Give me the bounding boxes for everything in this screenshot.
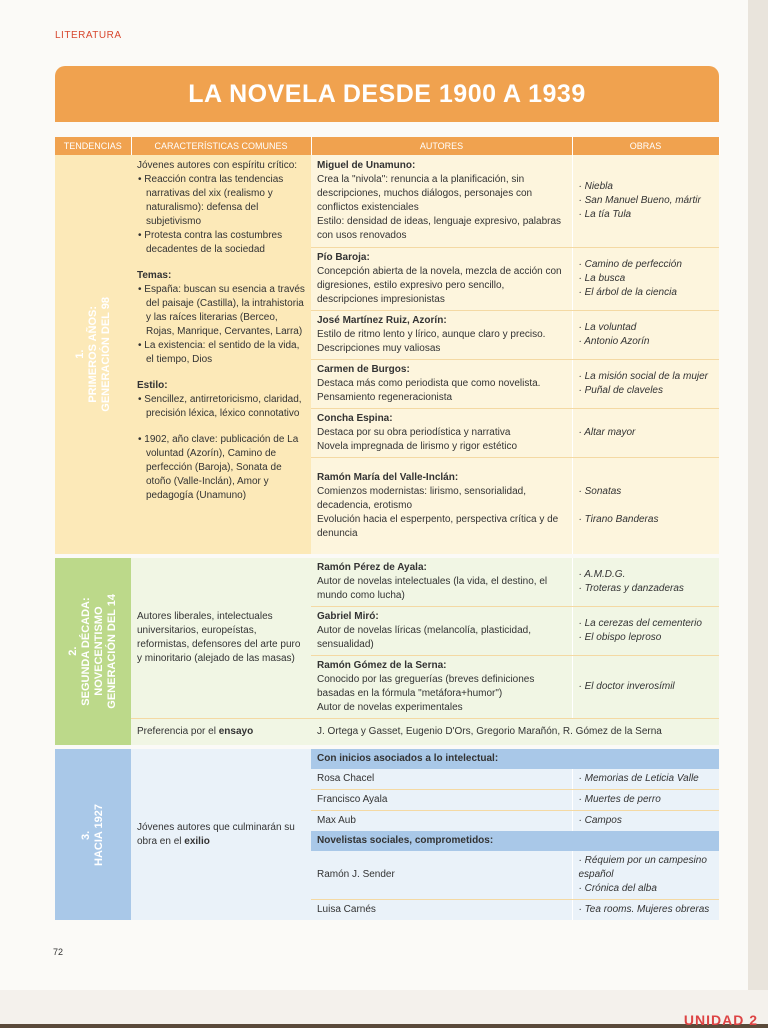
table-row xyxy=(55,719,719,748)
author-chacel: Rosa Chacel xyxy=(311,769,572,790)
novel-table xyxy=(55,137,720,920)
works-sender: · Réquiem por un campesino español · Crónica del alba xyxy=(572,851,719,900)
ensayo-preference: Preferencia por el ensayo xyxy=(131,719,311,748)
bottom-unit-label: UNIDAD 2 xyxy=(683,1012,758,1028)
header-tendencias: TENDENCIAS xyxy=(55,137,131,155)
header-obras: OBRAS xyxy=(572,137,719,155)
title-bar xyxy=(55,66,719,122)
works-ayala: · Muertes de perro xyxy=(572,790,719,811)
table-header xyxy=(55,137,719,155)
author-baroja: Pío Baroja: Concepción abierta de la novela, mezcla de acción con digresiones, estilo expresivo pero sencillo, descripciones impresionistas xyxy=(311,248,572,311)
works-baroja: · Camino de perfección · La busca · El árbol de la ciencia xyxy=(572,248,719,311)
tendency-3: 3. HACIA 1927 xyxy=(55,747,131,920)
author-espina: Concha Espina: Destaca por su obra periodística y narrativa Novela impregnada de lirismo y rigor estético xyxy=(311,409,572,458)
tendency-1: 1. PRIMEROS AÑOS: GENERACIÓN DEL 98 xyxy=(55,155,131,556)
author-valle-inclan: Ramón María del Valle-Inclán: Comienzos modernistas: lirismo, sensorialidad, decadencia, erotismo Evolución hacia el esperpento, perspectiva crítica y de denuncia xyxy=(311,458,572,557)
author-azorin: José Martínez Ruiz, Azorín: Estilo de ritmo lento y lírico, aunque claro y preciso. Descripciones muy valiosas xyxy=(311,311,572,360)
author-burgos: Carmen de Burgos: Destaca más como periodista que como novelista. Pensamiento regeneracionista xyxy=(311,360,572,409)
next-page-edge xyxy=(0,990,768,1024)
works-chacel: · Memorias de Leticia Valle xyxy=(572,769,719,790)
page-number: 72 xyxy=(53,947,64,957)
works-carnes: · Tea rooms. Mujeres obreras xyxy=(572,900,719,921)
section-label: LITERATURA xyxy=(55,30,122,41)
works-burgos: · La misión social de la mujer · Puñal de claveles xyxy=(572,360,719,409)
author-perez-ayala: Ramón Pérez de Ayala: Autor de novelas intelectuales (la vida, el destino, el mundo como lucha) xyxy=(311,556,572,607)
table-row xyxy=(55,556,719,607)
works-gomez-serna: · El doctor inverosímil xyxy=(572,656,719,719)
author-miro: Gabriel Miró: Autor de novelas líricas (melancolía, plasticidad, sensualidad) xyxy=(311,607,572,656)
tendency-2: 2. SEGUNDA DÉCADA: NOVECENTISMO GENERACIÓN DEL 14 xyxy=(55,556,131,747)
characteristics-1: Jóvenes autores con espíritu crítico: • Reacción contra las tendencias narrativas del xix (realismo y naturalismo): defensa del subjetivismo • Protesta contra las costumbres decadentes de la sociedad Temas: • España: buscan su esencia a través del paisaje (Castilla), la intrahistoria y las raíces literarias (Berceo, Rojas, Manrique, Cervantes, Larra) • La existencia: el sentido de la vida, el tiempo, Dios Estilo: • Sencillez, antirretoricismo, claridad, precisión léxica, léxico connotativo • 1902, año clave: publicación de La voluntad (Azorín), Camino de perfección (Baroja), Sonata de otoño (Valle-Inclán), Amor y pedagogía (Unamuno) xyxy=(131,155,311,556)
works-perez-ayala: · A.M.D.G. · Troteras y danzaderas xyxy=(572,556,719,607)
author-carnes: Luisa Carnés xyxy=(311,900,572,921)
ensayo-authors: J. Ortega y Gasset, Eugenio D'Ors, Gregorio Marañón, R. Gómez de la Serna xyxy=(311,719,719,748)
author-sender: Ramón J. Sender xyxy=(311,851,572,900)
author-gomez-serna: Ramón Gómez de la Serna: Conocido por las greguerías (breves definiciones basadas en la fórmula "metáfora+humor") Autor de novelas experimentales xyxy=(311,656,572,719)
header-autores: AUTORES xyxy=(311,137,572,155)
page-edge xyxy=(748,0,768,1024)
subheading-sociales: Novelistas sociales, comprometidos: xyxy=(311,831,719,851)
author-ayala: Francisco Ayala xyxy=(311,790,572,811)
header-caracteristicas: CARACTERÍSTICAS COMUNES xyxy=(131,137,311,155)
works-miro: · La cerezas del cementerio · El obispo leproso xyxy=(572,607,719,656)
characteristics-3: Jóvenes autores que culminarán su obra en el exilio xyxy=(131,747,311,920)
subheading-intelectual: Con inicios asociados a lo intelectual: xyxy=(311,747,719,769)
page-title: LA NOVELA DESDE 1900 A 1939 xyxy=(188,79,586,108)
works-aub: · Campos xyxy=(572,811,719,832)
characteristics-2: Autores liberales, intelectuales universitarios, europeístas, reformistas, defensores del arte puro y minoritario (alejado de las masas) xyxy=(131,556,311,719)
author-unamuno: Miguel de Unamuno: Crea la "nivola": renuncia a la planificación, sin descripciones, muchos diálogos, personajes con conflictos existenciales Estilo: densidad de ideas, lenguaje expresivo, palabras con usos renovados xyxy=(311,155,572,248)
works-valle-inclan: · Sonatas · Tirano Banderas xyxy=(572,458,719,557)
table-row xyxy=(55,747,719,769)
works-azorin: · La voluntad · Antonio Azorín xyxy=(572,311,719,360)
author-aub: Max Aub xyxy=(311,811,572,832)
table-row xyxy=(55,155,719,248)
works-espina: · Altar mayor xyxy=(572,409,719,458)
works-unamuno: · Niebla · San Manuel Bueno, mártir · La tía Tula xyxy=(572,155,719,248)
